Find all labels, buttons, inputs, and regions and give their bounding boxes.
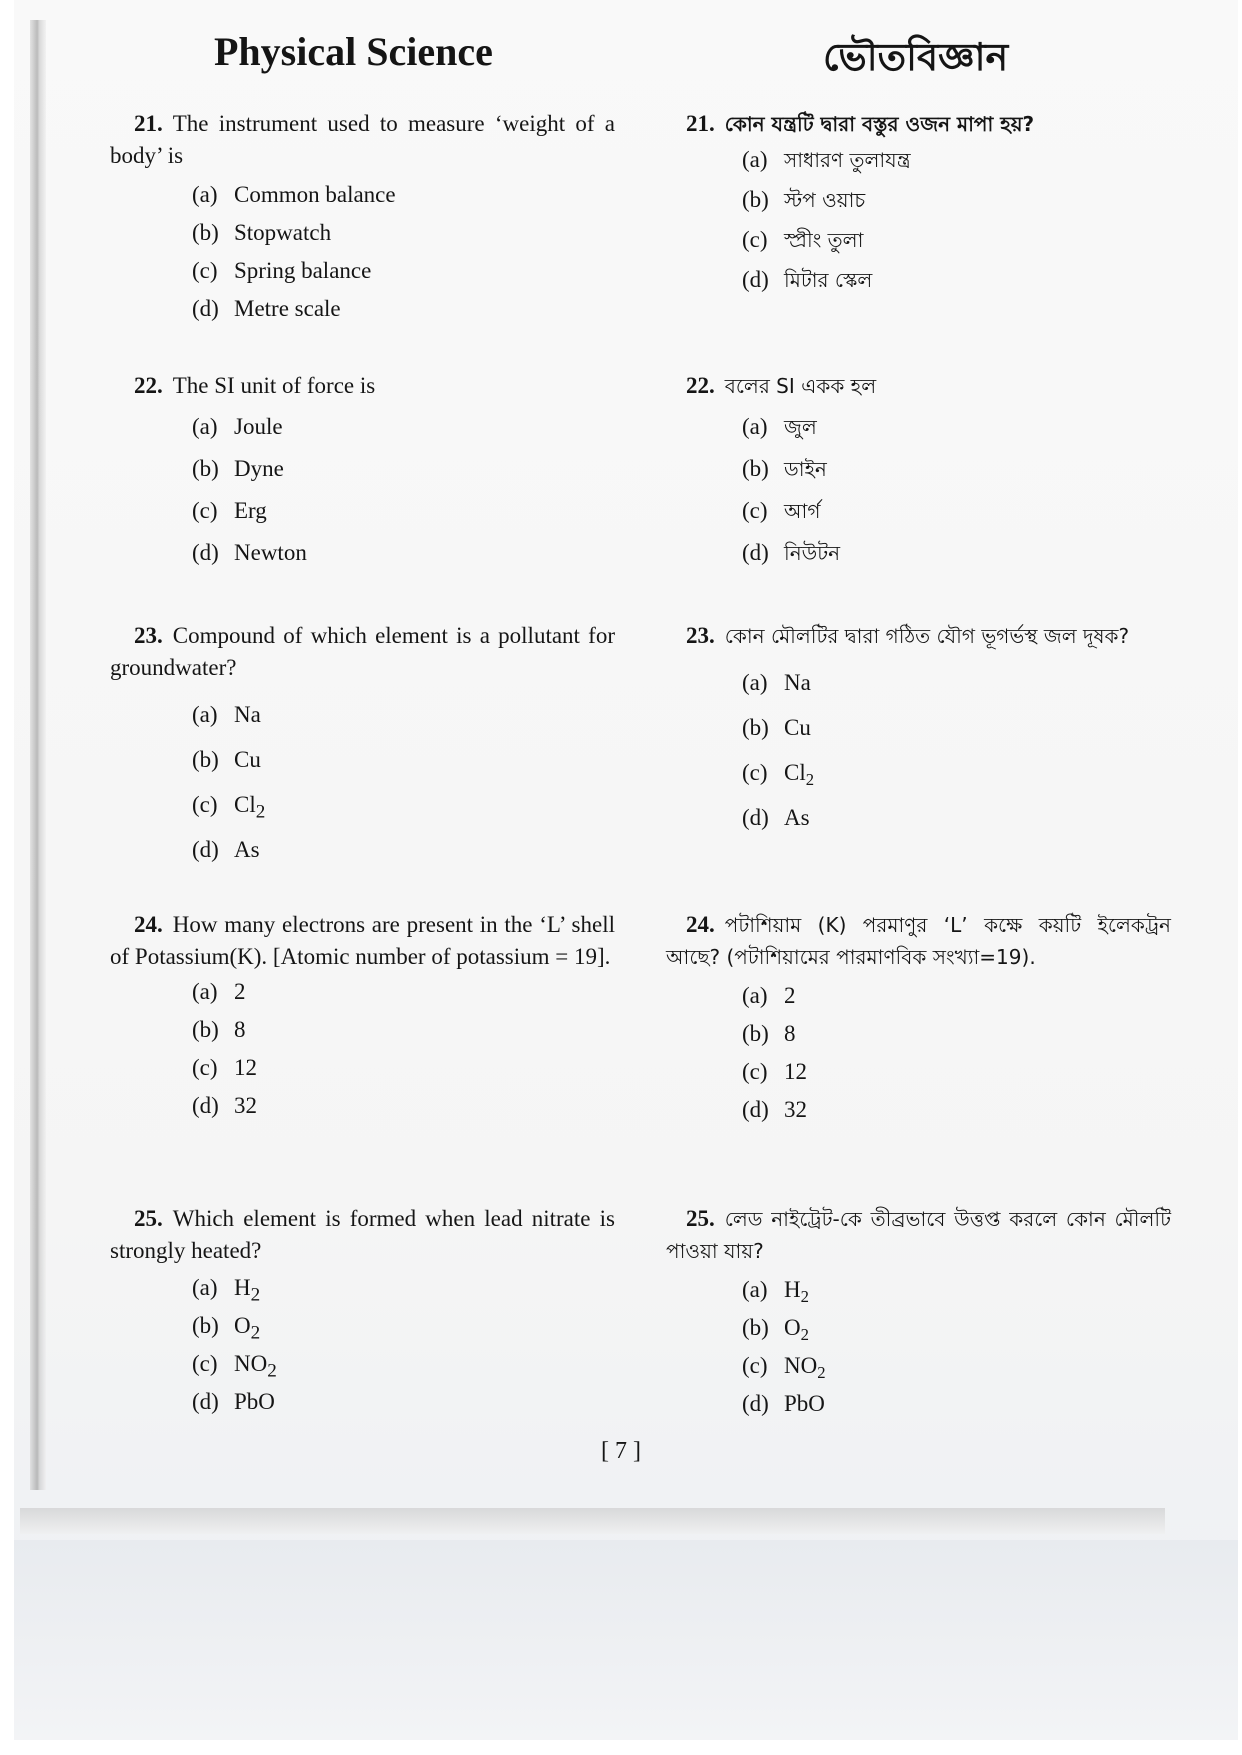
option-list [192,692,615,872]
binding-edge [30,20,46,1490]
option-a: (a) $H_2$ [742,1277,809,1306]
option-c: (c) আর্গ [742,498,821,523]
question-number: 23. [686,623,715,648]
option-b: (b) স্টপ ওয়াচ [742,187,866,212]
option-d: (d) 32 [192,1093,257,1118]
question-number: 23. [134,623,163,648]
question-stem: পটাশিয়াম (K) পরমাণুর ‘L’ কক্ষে কয়টি ইলেকট্রন আছে? (পটাশিয়ামের পারমাণবিক সংখ্যা=19). [666,913,1171,969]
option-c: (c) 12 [192,1055,257,1080]
option-a: (a) জুল [742,414,817,439]
question-stem: The SI unit of force is [172,373,376,398]
option-list [742,406,1171,574]
option-c: (c) $NO_2$ [742,1353,826,1382]
question-en-25 [110,1203,615,1421]
option-c: (c) $Cl_2$ [192,792,266,823]
option-c: (c) Spring balance [192,258,372,283]
question-stem: বলের SI একক হল [724,374,877,398]
option-a: (a) $H_2$ [192,1275,261,1306]
question-bn-25 [666,1203,1171,1423]
option-d: (d) As [192,837,260,862]
option-d: (d) নিউটন [742,540,841,565]
question-number: 25. [686,1206,715,1231]
option-d: (d) PbO [192,1389,275,1414]
section-title-bengali: ভৌতবিজ্ঞান [823,35,1009,79]
question-bn-24 [666,909,1171,1129]
option-a: (a) 2 [192,979,246,1004]
question-stem: How many electrons are present in the ‘L’ shell of Potassium(K). [Atomic number of potassium = 19]. [110,912,615,969]
option-d: (d) 32 [742,1097,807,1122]
scan-background [14,1540,1238,1740]
question-stem: কোন যন্ত্রটি দ্বারা বস্তুর ওজন মাপা হয়? [724,112,1035,136]
option-list [192,176,615,328]
option-b: (b) Cu [192,747,261,772]
option-b: (b) 8 [192,1017,246,1042]
option-c: (c) $Cl_2$ [742,760,815,789]
question-en-22 [110,370,615,574]
option-d: (d) Metre scale [192,296,341,321]
question-en-23 [110,620,615,872]
option-b: (b) Dyne [192,456,284,481]
option-c: (c) 12 [742,1059,807,1084]
option-b: (b) $O_2$ [192,1313,261,1344]
paper-fold [20,1508,1165,1534]
question-number: 21. [686,111,715,136]
option-list [742,977,1171,1129]
question-en-21 [110,108,615,328]
question-bn-23 [666,620,1171,840]
question-number: 22. [134,373,163,398]
question-number: 22. [686,373,715,398]
option-list [192,1269,615,1421]
page-number: [ 7 ] [601,1438,641,1464]
option-d: (d) Newton [192,540,307,565]
option-list [192,973,615,1125]
question-number: 25. [134,1206,163,1231]
option-list [742,1271,1171,1423]
option-c: (c) স্প্রীং তুলা [742,227,864,252]
question-stem: কোন মৌলটির দ্বারা গঠিত যৌগ ভূগর্ভস্থ জল দূষক? [724,624,1130,648]
option-list [742,660,1171,840]
question-stem: লেড নাইট্রেট-কে তীব্রভাবে উত্তপ্ত করলে কোন মৌলটি পাওয়া যায়? [666,1207,1171,1263]
question-stem: The instrument used to measure ‘weight of a body’ is [110,111,615,168]
option-b: (b) ডাইন [742,456,827,481]
question-en-24 [110,909,615,1125]
option-c: (c) $NO_2$ [192,1351,277,1382]
question-bn-22 [666,370,1171,574]
option-a: (a) সাধারণ তুলাযন্ত্র [742,147,911,172]
question-number: 21. [134,111,163,136]
option-b: (b) $O_2$ [742,1315,809,1344]
question-bn-21 [666,108,1171,300]
question-number: 24. [134,912,163,937]
option-a: (a) Na [192,702,261,727]
option-a: (a) Common balance [192,182,396,207]
option-d: (d) As [742,805,810,830]
option-b: (b) Stopwatch [192,220,332,245]
option-b: (b) Cu [742,715,811,740]
section-title-english: Physical Science [214,29,493,74]
question-stem: Which element is formed when lead nitrate is strongly heated? [110,1206,615,1263]
option-a: (a) Joule [192,414,283,439]
option-list [192,406,615,574]
option-a: (a) Na [742,670,811,695]
option-d: (d) PbO [742,1391,825,1416]
option-d: (d) মিটার স্কেল [742,267,873,292]
option-b: (b) 8 [742,1021,796,1046]
question-stem: Compound of which element is a pollutant for groundwater? [110,623,615,680]
option-list [742,140,1171,300]
question-number: 24. [686,912,715,937]
option-a: (a) 2 [742,983,796,1008]
option-c: (c) Erg [192,498,267,523]
